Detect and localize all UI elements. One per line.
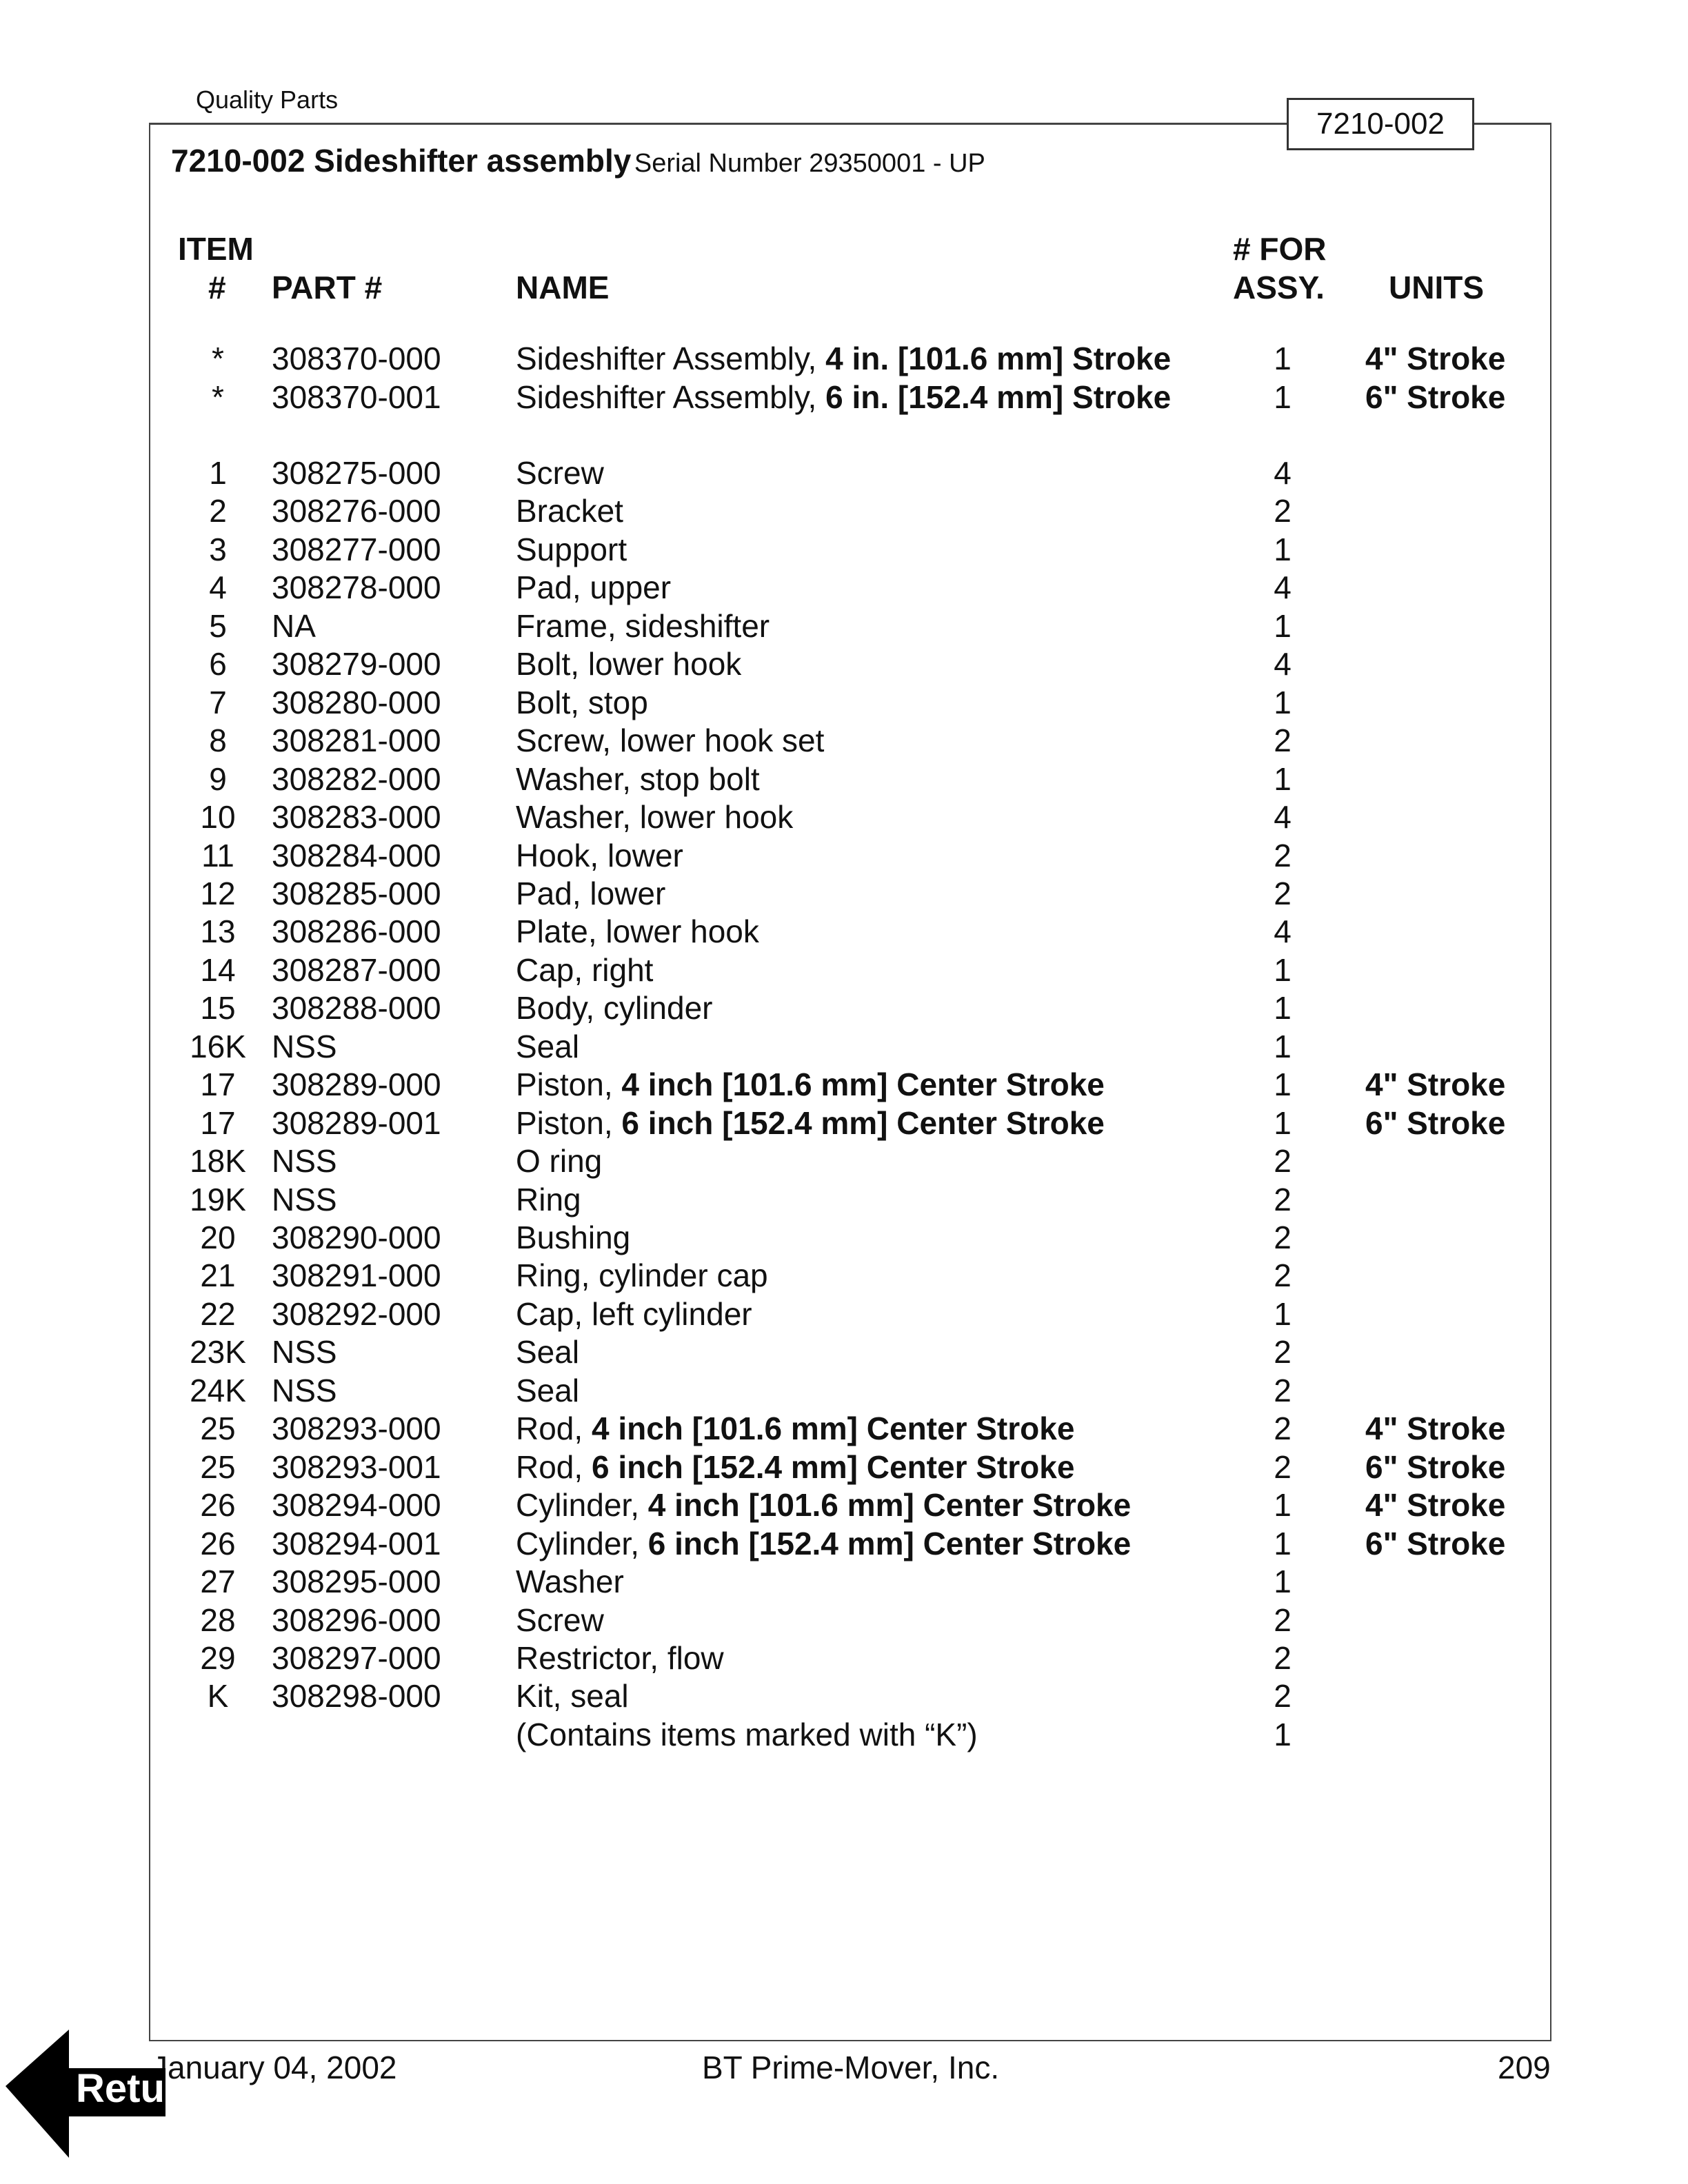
part-name xyxy=(516,1448,1074,1486)
part-name xyxy=(516,1486,1131,1524)
quantity: 1 xyxy=(1274,951,1292,988)
part-name-text: Cap, left cylinder xyxy=(516,1295,752,1332)
item-number: 10 xyxy=(200,799,236,836)
table-row xyxy=(0,530,1688,569)
part-number: NSS xyxy=(272,1143,337,1180)
quantity: 1 xyxy=(1274,607,1292,644)
part-number: 308282-000 xyxy=(272,760,441,797)
quantity: 1 xyxy=(1274,1564,1292,1600)
quantity: 2 xyxy=(1274,1334,1292,1371)
units: 6" Stroke xyxy=(1365,379,1506,415)
item-number: 18K xyxy=(190,1143,246,1180)
footer-date: January 04, 2002 xyxy=(152,2050,397,2085)
part-number: NSS xyxy=(272,1181,337,1217)
part-name-text: Seal xyxy=(516,1334,580,1371)
part-name-text: Washer, lower hook xyxy=(516,799,794,836)
item-number: 25 xyxy=(200,1410,236,1447)
part-name-text: Bushing xyxy=(516,1220,631,1255)
quantity: 2 xyxy=(1274,1410,1292,1447)
part-name-stroke: 4 inch [101.6 mm] Center Stroke xyxy=(647,1487,1132,1524)
units: 6" Stroke xyxy=(1365,1525,1506,1561)
table-row xyxy=(0,874,1688,913)
part-name xyxy=(516,836,683,875)
quantity: 2 xyxy=(1274,722,1292,759)
table-row xyxy=(0,1065,1688,1104)
part-name xyxy=(516,989,713,1027)
item-number: 27 xyxy=(200,1564,236,1600)
item-number: 24K xyxy=(190,1372,246,1408)
part-name xyxy=(516,339,1171,378)
part-name-text: Frame, sideshifter xyxy=(516,607,770,644)
part-name xyxy=(516,1065,1105,1104)
part-number: 308370-000 xyxy=(272,341,441,376)
table-row xyxy=(0,454,1688,492)
part-number: 308279-000 xyxy=(272,646,441,682)
table-row xyxy=(0,1409,1688,1448)
part-name-stroke: 4 inch [101.6 mm] Center Stroke xyxy=(621,1066,1105,1103)
title-main: 7210-002 Sideshifter assembly xyxy=(171,143,632,179)
quantity: 2 xyxy=(1274,875,1292,911)
part-number: NSS xyxy=(272,1372,337,1408)
part-name-stroke: 4 inch [101.6 mm] Center Stroke xyxy=(591,1410,1075,1447)
table-row xyxy=(0,1142,1688,1180)
part-name-text: Ring xyxy=(516,1181,581,1217)
part-number: 308370-001 xyxy=(272,379,441,415)
part-number: 308294-000 xyxy=(272,1487,441,1524)
item-number: 17 xyxy=(200,1104,236,1141)
table-row xyxy=(0,1524,1688,1563)
units: 4" Stroke xyxy=(1365,341,1506,376)
quantity: 1 xyxy=(1274,1028,1292,1064)
table-row xyxy=(0,1371,1688,1410)
part-name xyxy=(516,1601,604,1639)
part-name-stroke: 6 inch [152.4 mm] Center Stroke xyxy=(621,1104,1105,1141)
item-number: 17 xyxy=(200,1066,236,1103)
part-number: 308280-000 xyxy=(272,684,441,720)
part-name-text: Piston, xyxy=(516,1066,622,1103)
part-name xyxy=(516,1104,1105,1142)
quantity: 1 xyxy=(1274,341,1292,376)
item-number: 7 xyxy=(209,684,227,720)
part-name-text: Bracket xyxy=(516,493,623,529)
table-row xyxy=(0,568,1688,607)
part-number: 308293-001 xyxy=(272,1448,441,1485)
item-number: 29 xyxy=(200,1639,236,1676)
part-name-text: Cylinder, xyxy=(516,1487,648,1524)
part-name xyxy=(516,683,648,722)
part-name-text: Screw xyxy=(516,455,604,491)
part-name-text: Sideshifter Assembly, xyxy=(516,341,826,376)
serial-number: Serial Number 29350001 - UP xyxy=(634,149,985,178)
part-name-text: Restrictor, flow xyxy=(516,1639,724,1676)
part-name-text: Seal xyxy=(516,1028,580,1064)
quantity: 1 xyxy=(1274,1295,1292,1332)
quantity: 2 xyxy=(1274,1448,1292,1485)
table-row xyxy=(0,989,1688,1027)
footer-page: 209 xyxy=(1498,2050,1551,2085)
table-row xyxy=(0,798,1688,836)
table-row xyxy=(0,1027,1688,1066)
part-name-text: Seal xyxy=(516,1372,580,1408)
part-name xyxy=(516,1371,579,1410)
table-row xyxy=(0,1448,1688,1486)
part-name xyxy=(516,1562,624,1601)
part-number: 308278-000 xyxy=(272,569,441,606)
quantity: 2 xyxy=(1274,1220,1292,1255)
part-name xyxy=(516,721,824,760)
part-name-text: Cap, right xyxy=(516,951,654,988)
col-part: PART # xyxy=(272,270,383,305)
item-number: 16K xyxy=(190,1028,246,1064)
item-number: 5 xyxy=(209,607,227,644)
quantity: 1 xyxy=(1274,684,1292,720)
quantity: 1 xyxy=(1274,1716,1292,1752)
table-row xyxy=(0,951,1688,989)
item-number: 9 xyxy=(209,760,227,797)
part-name-text: Support xyxy=(516,531,627,567)
part-number: 308287-000 xyxy=(272,951,441,988)
part-name xyxy=(516,1715,978,1754)
part-number: 308283-000 xyxy=(272,799,441,836)
part-number: 308290-000 xyxy=(272,1220,441,1255)
part-number: 308289-000 xyxy=(272,1066,441,1103)
part-name-text: Hook, lower xyxy=(516,837,683,873)
col-name: NAME xyxy=(516,270,610,305)
part-number: 308297-000 xyxy=(272,1639,441,1676)
table-row xyxy=(0,836,1688,875)
part-name-text: Bolt, lower hook xyxy=(516,646,742,682)
part-name-text: Plate, lower hook xyxy=(516,913,759,950)
quantity: 4 xyxy=(1274,799,1292,836)
quantity: 2 xyxy=(1274,837,1292,873)
quantity: 4 xyxy=(1274,455,1292,491)
part-name xyxy=(516,1677,629,1715)
item-number: * xyxy=(212,379,224,415)
table-row xyxy=(0,912,1688,951)
item-number: 26 xyxy=(200,1487,236,1524)
table-row xyxy=(0,1180,1688,1219)
quantity: 2 xyxy=(1274,1143,1292,1180)
table-row xyxy=(0,1295,1688,1333)
part-name-text: Washer, stop bolt xyxy=(516,760,760,797)
quantity: 1 xyxy=(1274,1066,1292,1103)
quantity: 1 xyxy=(1274,379,1292,415)
part-number: 308298-000 xyxy=(272,1678,441,1715)
part-name-stroke: 6 in. [152.4 mm] Stroke xyxy=(825,379,1172,415)
table-row xyxy=(0,1486,1688,1524)
part-number: 308292-000 xyxy=(272,1295,441,1332)
quantity: 4 xyxy=(1274,913,1292,950)
part-number: 308288-000 xyxy=(272,990,441,1027)
item-number: 28 xyxy=(200,1601,236,1638)
quantity: 1 xyxy=(1274,760,1292,797)
units: 4" Stroke xyxy=(1365,1066,1506,1103)
part-number: 308286-000 xyxy=(272,913,441,950)
part-number: 308291-000 xyxy=(272,1257,441,1294)
table-row xyxy=(0,645,1688,683)
part-number: 308296-000 xyxy=(272,1601,441,1638)
item-number: 13 xyxy=(200,913,236,950)
part-name xyxy=(516,1524,1131,1563)
item-number: 4 xyxy=(209,569,227,606)
part-name xyxy=(516,530,627,569)
part-name-text: Pad, lower xyxy=(516,875,666,911)
return-button[interactable] xyxy=(6,2027,254,2158)
table-row xyxy=(0,1639,1688,1677)
table-row xyxy=(0,1562,1688,1601)
part-number: 308277-000 xyxy=(272,531,441,567)
table-row xyxy=(0,607,1688,645)
part-name xyxy=(516,492,623,530)
item-number: 8 xyxy=(209,722,227,759)
quantity: 2 xyxy=(1274,1678,1292,1715)
part-name-text: O ring xyxy=(516,1143,603,1180)
part-number: 308289-001 xyxy=(272,1104,441,1141)
part-name xyxy=(516,760,760,798)
quantity: 2 xyxy=(1274,493,1292,529)
part-name xyxy=(516,1027,579,1066)
footer-company: BT Prime-Mover, Inc. xyxy=(702,2050,1000,2085)
part-name xyxy=(516,1409,1074,1448)
part-name-text: Pad, upper xyxy=(516,569,672,606)
quantity: 2 xyxy=(1274,1639,1292,1676)
part-name xyxy=(516,1256,768,1295)
part-name xyxy=(516,1142,602,1180)
part-name-text: Ring, cylinder cap xyxy=(516,1257,768,1294)
part-name-stroke: 4 in. [101.6 mm] Stroke xyxy=(825,341,1172,376)
item-number: 19K xyxy=(190,1181,246,1217)
part-number: NSS xyxy=(272,1334,337,1371)
item-number: 20 xyxy=(200,1220,236,1255)
units: 4" Stroke xyxy=(1365,1410,1506,1447)
part-number: 308281-000 xyxy=(272,722,441,759)
part-name-text: Rod, xyxy=(516,1410,592,1447)
table-row xyxy=(0,339,1688,378)
table-row xyxy=(0,760,1688,798)
item-number: * xyxy=(212,341,224,376)
part-name-text: Cylinder, xyxy=(516,1525,648,1561)
table-row xyxy=(0,1104,1688,1142)
part-number: 308295-000 xyxy=(272,1564,441,1600)
units: 4" Stroke xyxy=(1365,1487,1506,1524)
item-number: 15 xyxy=(200,990,236,1027)
part-name-text: Screw, lower hook set xyxy=(516,722,825,759)
quantity: 2 xyxy=(1274,1181,1292,1217)
part-number: 308294-001 xyxy=(272,1525,441,1561)
part-name-text: Screw xyxy=(516,1601,604,1638)
item-number: 3 xyxy=(209,531,227,567)
item-number: 6 xyxy=(209,646,227,682)
item-number: 26 xyxy=(200,1525,236,1561)
quantity: 4 xyxy=(1274,646,1292,682)
part-number: 308293-000 xyxy=(272,1410,441,1447)
item-number: 12 xyxy=(200,875,236,911)
part-number: 308284-000 xyxy=(272,837,441,873)
part-name xyxy=(516,874,665,913)
part-number: 308275-000 xyxy=(272,455,441,491)
part-name xyxy=(516,798,793,836)
item-number: 2 xyxy=(209,493,227,529)
part-name-text: (Contains items marked with “K”) xyxy=(516,1716,978,1752)
item-number: 21 xyxy=(200,1257,236,1294)
doc-number-box: 7210-002 xyxy=(1287,98,1474,150)
part-name xyxy=(516,454,604,492)
part-name xyxy=(516,1639,724,1677)
part-name-text: Rod, xyxy=(516,1448,592,1485)
quantity: 1 xyxy=(1274,1525,1292,1561)
item-number: 11 xyxy=(201,837,234,873)
quantity: 1 xyxy=(1274,1487,1292,1524)
units: 6" Stroke xyxy=(1365,1448,1506,1485)
part-name xyxy=(516,645,741,683)
quantity: 2 xyxy=(1274,1372,1292,1408)
header-company: Quality Parts xyxy=(196,85,339,114)
quantity: 1 xyxy=(1274,1104,1292,1141)
quantity: 4 xyxy=(1274,569,1292,606)
col-qty-line2: ASSY. xyxy=(1233,270,1325,305)
col-item-line1: ITEM xyxy=(178,231,254,267)
table-row xyxy=(0,378,1688,416)
part-name xyxy=(516,1333,579,1371)
item-number: 14 xyxy=(200,951,236,988)
part-name xyxy=(516,607,770,645)
item-number: 23K xyxy=(190,1334,246,1371)
item-number: 1 xyxy=(209,455,227,491)
part-name-stroke: 6 inch [152.4 mm] Center Stroke xyxy=(591,1448,1075,1485)
table-row xyxy=(0,1218,1688,1257)
quantity: 1 xyxy=(1274,531,1292,567)
col-units: UNITS xyxy=(1389,270,1484,305)
units: 6" Stroke xyxy=(1365,1104,1506,1141)
part-name-text: Washer xyxy=(516,1564,624,1600)
table-row xyxy=(0,492,1688,530)
col-item-line2: # xyxy=(208,270,226,305)
quantity: 1 xyxy=(1274,990,1292,1027)
part-name-text: Piston, xyxy=(516,1104,622,1141)
part-name xyxy=(516,1295,752,1333)
item-number: 25 xyxy=(200,1448,236,1485)
quantity: 2 xyxy=(1274,1601,1292,1638)
return-label: Return xyxy=(76,2066,205,2111)
table-row xyxy=(0,1677,1688,1715)
part-number: 308285-000 xyxy=(272,875,441,911)
part-name-text: Kit, seal xyxy=(516,1678,629,1715)
part-name xyxy=(516,568,671,607)
part-name-text: Body, cylinder xyxy=(516,990,713,1027)
part-name-stroke: 6 inch [152.4 mm] Center Stroke xyxy=(647,1525,1132,1561)
table-row xyxy=(0,721,1688,760)
page-title xyxy=(171,142,985,179)
part-name-text: Sideshifter Assembly, xyxy=(516,379,826,415)
table-row xyxy=(0,683,1688,722)
part-name xyxy=(516,951,653,989)
table-row xyxy=(0,1715,1688,1754)
table-row xyxy=(0,1333,1688,1371)
part-number: 308276-000 xyxy=(272,493,441,529)
item-number: 22 xyxy=(200,1295,236,1332)
part-name xyxy=(516,912,759,951)
part-number: NA xyxy=(272,607,316,644)
part-name xyxy=(516,1218,630,1257)
part-name xyxy=(516,1180,581,1219)
item-number: K xyxy=(207,1678,229,1715)
part-name-text: Bolt, stop xyxy=(516,684,648,720)
part-number: NSS xyxy=(272,1028,337,1064)
col-qty-line1: # FOR xyxy=(1233,231,1327,267)
table-row xyxy=(0,1256,1688,1295)
quantity: 2 xyxy=(1274,1257,1292,1294)
table-row xyxy=(0,1601,1688,1639)
part-name xyxy=(516,378,1171,416)
